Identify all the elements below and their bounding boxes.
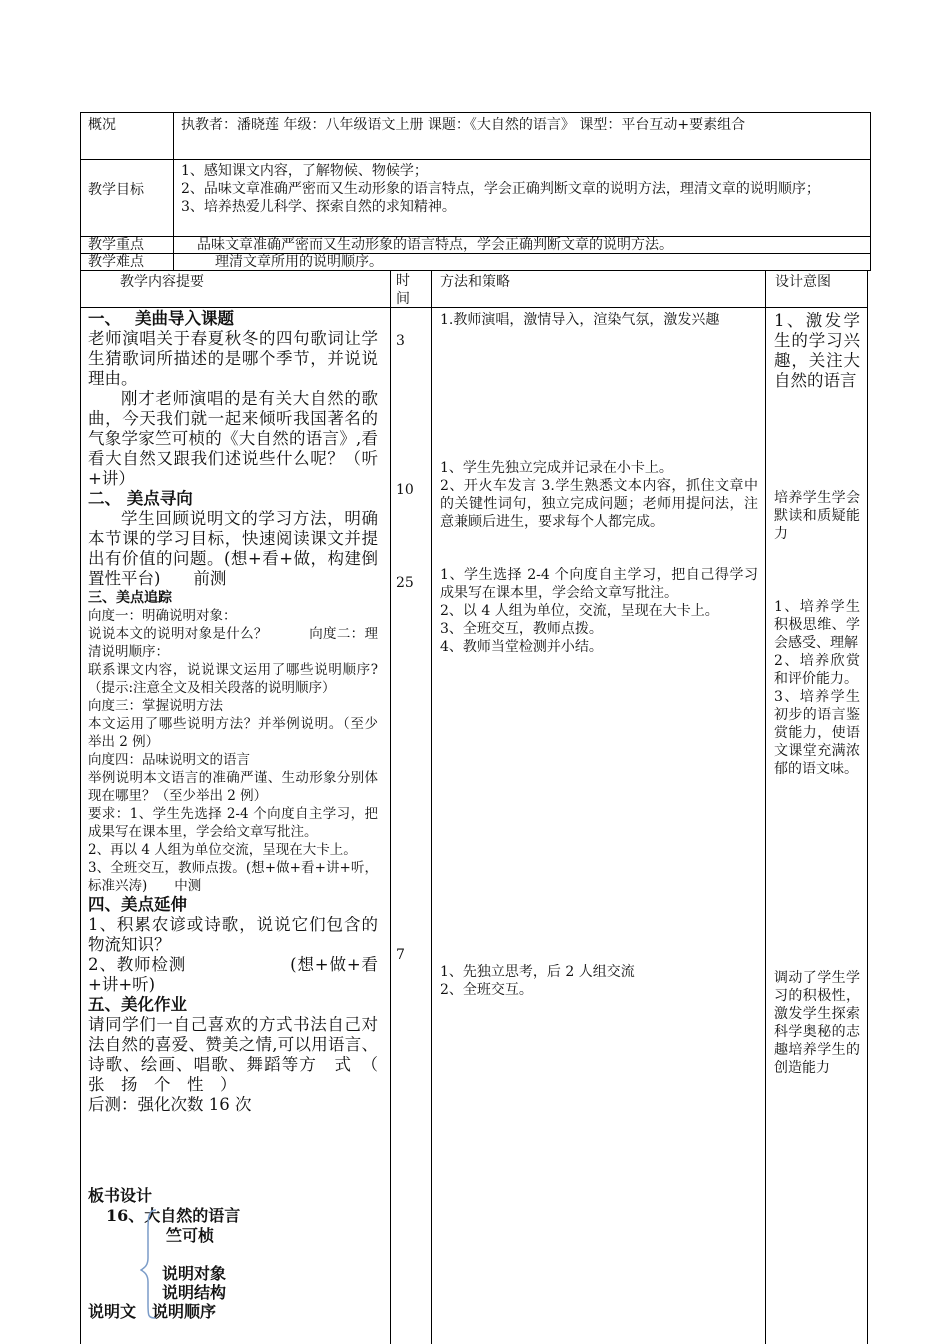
- section-line: 联系课文内容，说说课文运用了哪些说明顺序?（提示:注意全文及相关段落的说明顺序）: [88, 662, 378, 696]
- section-paragraph: 学生回顾说明文的学习方法，明确本节课的学习目标，快速阅读课文并提出有价值的问题。(想+看+做，构建倒置性平台) 前测: [88, 509, 378, 588]
- section-title: 五、美化作业: [88, 995, 187, 1014]
- key-label: 教学重点: [88, 237, 144, 253]
- method-intro: 1.教师演唱，激情导入，渲染气氛，激发兴趣: [440, 312, 720, 328]
- section-title: 一、 美曲导入课题: [88, 309, 234, 328]
- section-line: 2、再以 4 人组为单位交流，呈现在大卡上。: [88, 842, 357, 858]
- method-line: 1、学生选择 2-4 个向度自主学习，把自己得学习成果写在课本里，学会给文章写批注。: [440, 567, 758, 601]
- method-block: [440, 963, 758, 999]
- method-line: 1、先独立思考，后 2 人组交流: [440, 964, 635, 980]
- section-line: 3、全班交互，教师点拨。(想+做+看+讲+听，标准兴涛) 中测: [88, 860, 378, 894]
- intent-line: 1、培养学生积极思维、学会感受、理解: [774, 599, 860, 651]
- intent-line: 3、培养学生初步的语言鉴赏能力，使语文课堂充满浓郁的语文味。: [774, 689, 860, 777]
- time-value: 7: [396, 947, 405, 963]
- header-intent: 设计意图: [775, 274, 831, 290]
- section-line: 向度四：品味说明文的语言: [88, 752, 250, 768]
- board-title: 板书设计: [88, 1186, 153, 1205]
- header-time: 时间: [396, 273, 410, 307]
- section-title: 二、 美点寻向: [88, 489, 193, 508]
- intent-text: 培养学生学会默读和质疑能力: [774, 490, 860, 542]
- section-line: 向度一：明确说明对象：: [88, 608, 237, 624]
- intent-body-cell: [765, 307, 868, 1344]
- key-text: 品味文章准确严密而又生动形象的语言特点，学会正确判断文章的说明方法。: [197, 237, 673, 253]
- time-value: 25: [396, 575, 414, 591]
- header-method: 方法和策略: [440, 274, 510, 290]
- goals-list: [181, 162, 865, 216]
- section-line: 本文运用了哪些说明方法？并举例说明。（至少举出 2 例）: [88, 716, 378, 750]
- time-value: 3: [396, 333, 405, 349]
- intent-text: 调动了学生学习的积极性，激发学生探索科学奥秘的志趣培养学生的创造能力: [774, 970, 860, 1076]
- board-lesson: 16、大自然的语言: [106, 1206, 241, 1225]
- difficulty-text: 理清文章所用的说明顺序。: [215, 254, 383, 270]
- goal-item: 1、感知课文内容，了解物候、物候学；: [181, 163, 428, 179]
- section-paragraph: 请同学们一自己喜欢的方式书法自己对法自然的喜爱、赞美之情,可以用语言、诗歌、绘画、唱歌、舞蹈等方 式 （ 张 扬 个 性 ）: [88, 1015, 395, 1094]
- section-paragraph: 后测：强化次数 16 次: [88, 1095, 252, 1114]
- goal-item: 2、品味文章准确严密而又生动形象的语言特点，学会正确判断文章的说明方法，理清文章的说明顺序；: [181, 181, 820, 197]
- section-line: 说说本文的说明对象是什么？ 向度二：理清说明顺序：: [88, 626, 378, 660]
- section-line: 2、教师检测 (想+做+看+讲+听): [88, 955, 378, 994]
- intent-block: [774, 598, 860, 778]
- method-line: 1、学生先独立完成并记录在小卡上。: [440, 460, 673, 476]
- section-paragraph: 刚才老师演唱的是有关大自然的歌曲，今天我们就一起来倾听我国著名的气象学家竺可桢的《大自然的语言》,看看大自然又跟我们述说些什么呢？（听+讲）: [88, 389, 378, 488]
- overview-text: 执教者：潘晓莲 年级：八年级语文上册 课题：《大自然的语言》 课型：平台互动+要素组合: [181, 117, 746, 133]
- board-item: 说明对象: [162, 1264, 227, 1283]
- section-title: 三、美点追踪: [88, 590, 172, 606]
- board-author: 竺可桢: [166, 1226, 215, 1245]
- method-block: [440, 566, 758, 656]
- section-line: 1、积累农谚或诗歌，说说它们包含的物流知识？: [88, 915, 378, 954]
- time-value: 10: [396, 482, 414, 498]
- intent-text: 1、激发学生的学习兴趣，关注大自然的语言: [774, 311, 860, 390]
- section-title: 四、美点延伸: [88, 895, 187, 914]
- board-item: 说明结构: [162, 1283, 227, 1302]
- overview-label: 概况: [88, 117, 116, 133]
- section-line: 举例说明本文语言的准确严谨、生动形象分别体现在哪里？（至少举出 2 例）: [88, 770, 378, 804]
- section-line: 向度三：掌握说明方法: [88, 698, 223, 714]
- section-line: 要求：1、学生先选择 2-4 个向度自主学习，把成果写在课本里，学会给文章写批注。: [88, 806, 378, 840]
- difficulty-label: 教学难点: [88, 254, 144, 270]
- method-line: 2、全班交互。: [440, 982, 533, 998]
- method-line: 3、全班交互，教师点拨。: [440, 621, 603, 637]
- method-line: 2、以 4 人组为单位，交流，呈现在大卡上。: [440, 603, 719, 619]
- method-block: [440, 459, 758, 531]
- goals-label: 教学目标: [88, 182, 144, 198]
- method-line: 4、教师当堂检测并小结。: [440, 639, 603, 655]
- intent-line: 2、培养欣赏和评价能力。: [774, 653, 860, 687]
- section-paragraph: 老师演唱关于春夏秋冬的四句歌词让学生猜歌词所描述的是哪个季节，并说说理由。: [88, 329, 378, 388]
- board-item: 说明顺序: [152, 1302, 217, 1321]
- goal-item: 3、培养热爱儿科学、探索自然的求知精神。: [181, 199, 456, 215]
- method-line: 2、开火车发言 3.学生熟悉文本内容，抓住文章中的关键性词句，独立完成问题；老师用提问法，注意兼顾后进生，要求每个人都完成。: [440, 478, 758, 530]
- content-column: [88, 309, 395, 1115]
- time-body-cell: [390, 307, 432, 1344]
- header-content: 教学内容提要: [120, 274, 204, 290]
- board-genre: 说明文: [88, 1302, 137, 1321]
